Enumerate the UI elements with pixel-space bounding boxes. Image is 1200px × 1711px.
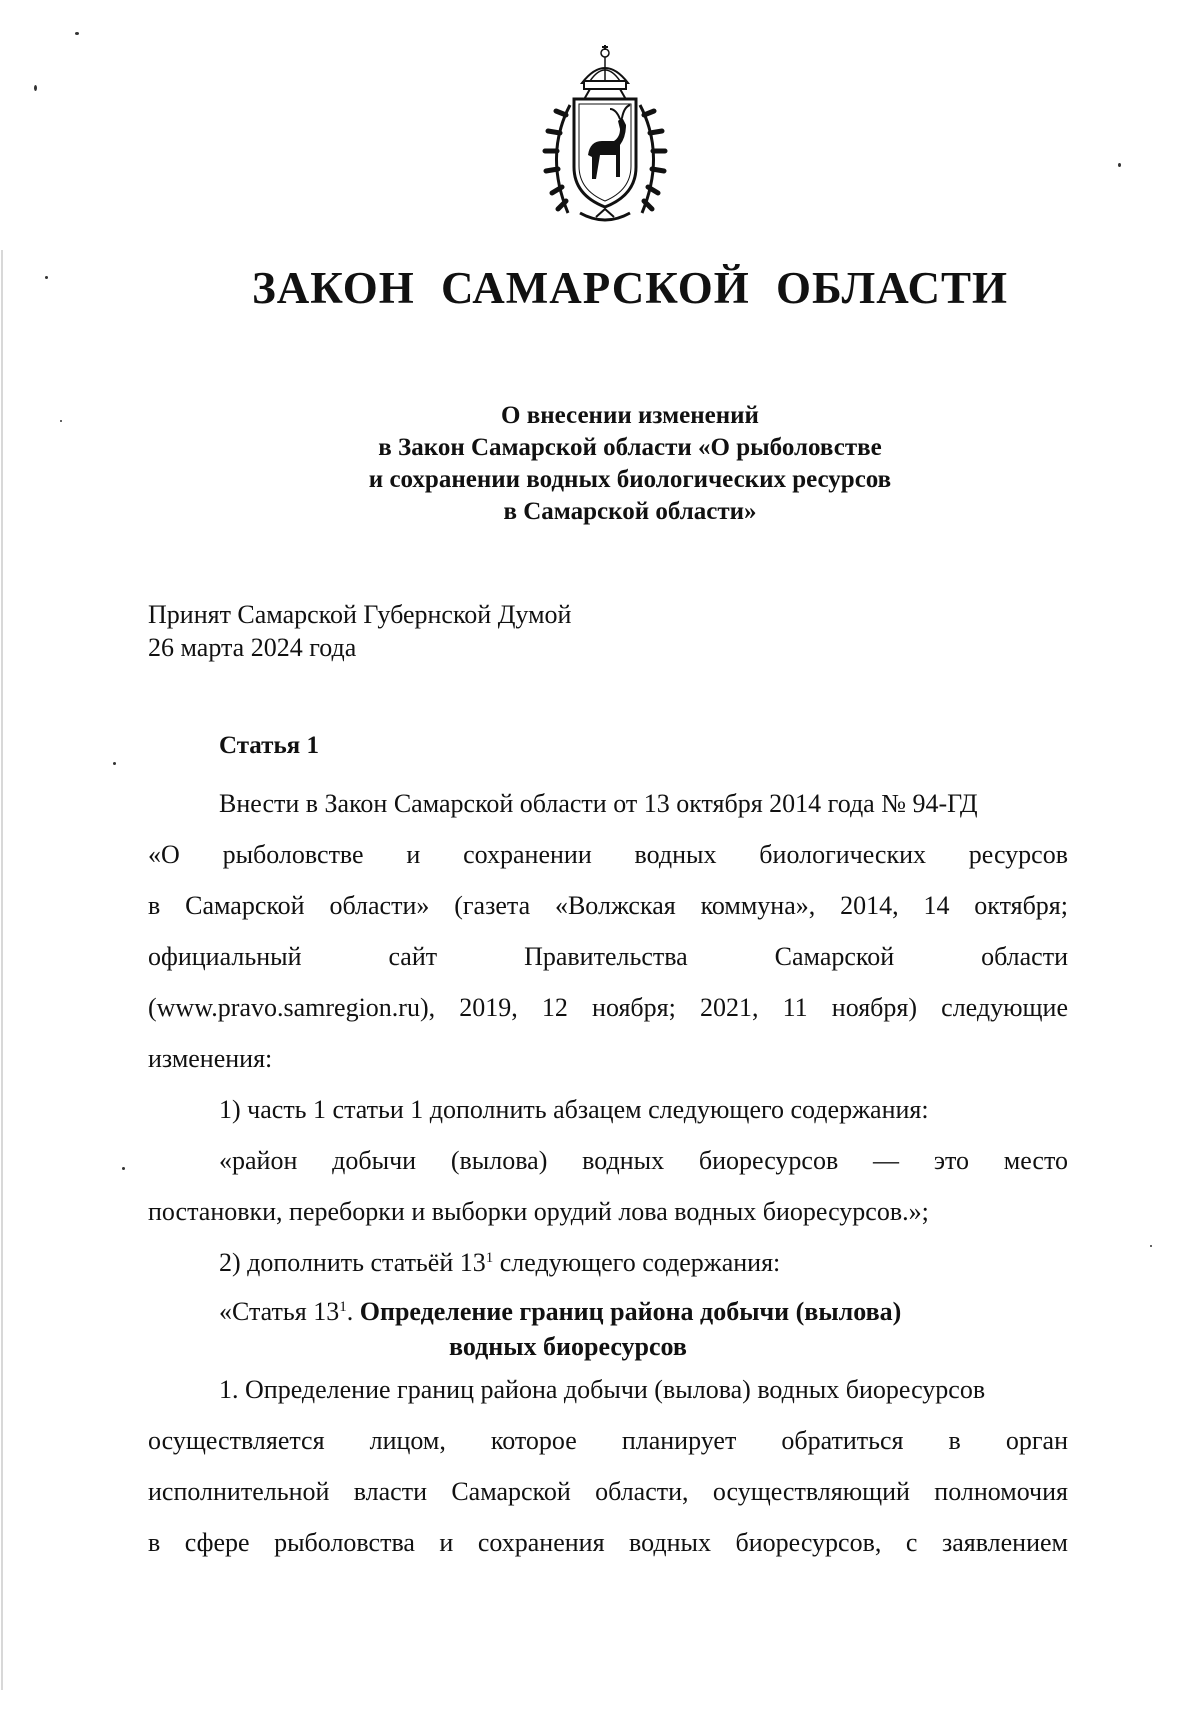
subject-line: О внесении изменений bbox=[501, 402, 759, 429]
article-heading: Статья 1 bbox=[219, 732, 319, 759]
scan-edge bbox=[1, 250, 3, 1690]
item-2-line bbox=[148, 1237, 1068, 1288]
subject-line: в Самарской области» bbox=[503, 498, 757, 525]
new-article-title-cont: водных биоресурсов bbox=[449, 1332, 687, 1361]
new-article-heading bbox=[148, 1288, 1068, 1364]
scan-speck bbox=[75, 32, 79, 35]
body-line: Внести в Закон Самарской области от 13 октября 2014 года № 94-ГД bbox=[219, 789, 978, 818]
body-line: осуществляется лицом, которое планирует обратиться в орган bbox=[148, 1426, 1068, 1455]
article-body bbox=[148, 778, 1068, 1568]
body-line: 1. Определение границ района добычи (вылова) водных биоресурсов bbox=[219, 1375, 986, 1404]
item-2-sup: 1 bbox=[485, 1250, 494, 1266]
new-article-dot: . bbox=[346, 1297, 354, 1326]
body-line: исполнительной власти Самарской области, осуществляющий полномочия bbox=[148, 1477, 1068, 1506]
scan-speck bbox=[34, 85, 37, 91]
item-2-suffix: следующего содержания: bbox=[493, 1248, 781, 1277]
scan-speck bbox=[60, 420, 62, 422]
body-line: «район добычи (вылова) водных биоресурсов — это место bbox=[219, 1146, 1068, 1175]
body-line: (www.pravo.samregion.ru), 2019, 12 ноября; 2021, 11 ноября) следующие bbox=[148, 993, 1068, 1022]
item-2-prefix: 2) дополнить статьёй 13 bbox=[219, 1248, 486, 1277]
scan-speck bbox=[45, 276, 48, 279]
new-article-title: Определение границ района добычи (вылова) bbox=[359, 1297, 902, 1326]
body-line: изменения: bbox=[148, 1044, 273, 1073]
adoption-info bbox=[148, 598, 571, 664]
body-line: в сфере рыболовства и сохранения водных биоресурсов, с заявлением bbox=[148, 1528, 1068, 1557]
body-line: 1) часть 1 статьи 1 дополнить абзацем следующего содержания: bbox=[219, 1095, 929, 1124]
samara-coat-of-arms-icon bbox=[530, 45, 680, 225]
new-article-prefix: «Статья 13 bbox=[219, 1297, 340, 1326]
adoption-date: 26 марта 2024 года bbox=[148, 633, 357, 662]
body-line: постановки, переборки и выборки орудий лова водных биоресурсов.»; bbox=[148, 1197, 929, 1226]
scan-speck bbox=[113, 762, 116, 765]
adopted-by: Принят Самарской Губернской Думой bbox=[148, 600, 572, 629]
scan-speck bbox=[122, 1167, 125, 1170]
scan-speck bbox=[1118, 163, 1121, 167]
body-line: официальный сайт Правительства Самарской области bbox=[148, 942, 1068, 971]
law-title: ЗАКОН САМАРСКОЙ ОБЛАСТИ bbox=[252, 263, 1008, 313]
body-line: в Самарской области» (газета «Волжская коммуна», 2014, 14 октября; bbox=[148, 891, 1068, 920]
scan-speck bbox=[1150, 1245, 1152, 1247]
subject-line: и сохранении водных биологических ресурсов bbox=[368, 466, 892, 493]
body-line: «О рыболовстве и сохранении водных биологических ресурсов bbox=[148, 840, 1068, 869]
subject-line: в Закон Самарской области «О рыболовстве bbox=[378, 434, 882, 461]
law-subject bbox=[150, 400, 1110, 528]
new-article-sup: 1 bbox=[339, 1299, 347, 1315]
